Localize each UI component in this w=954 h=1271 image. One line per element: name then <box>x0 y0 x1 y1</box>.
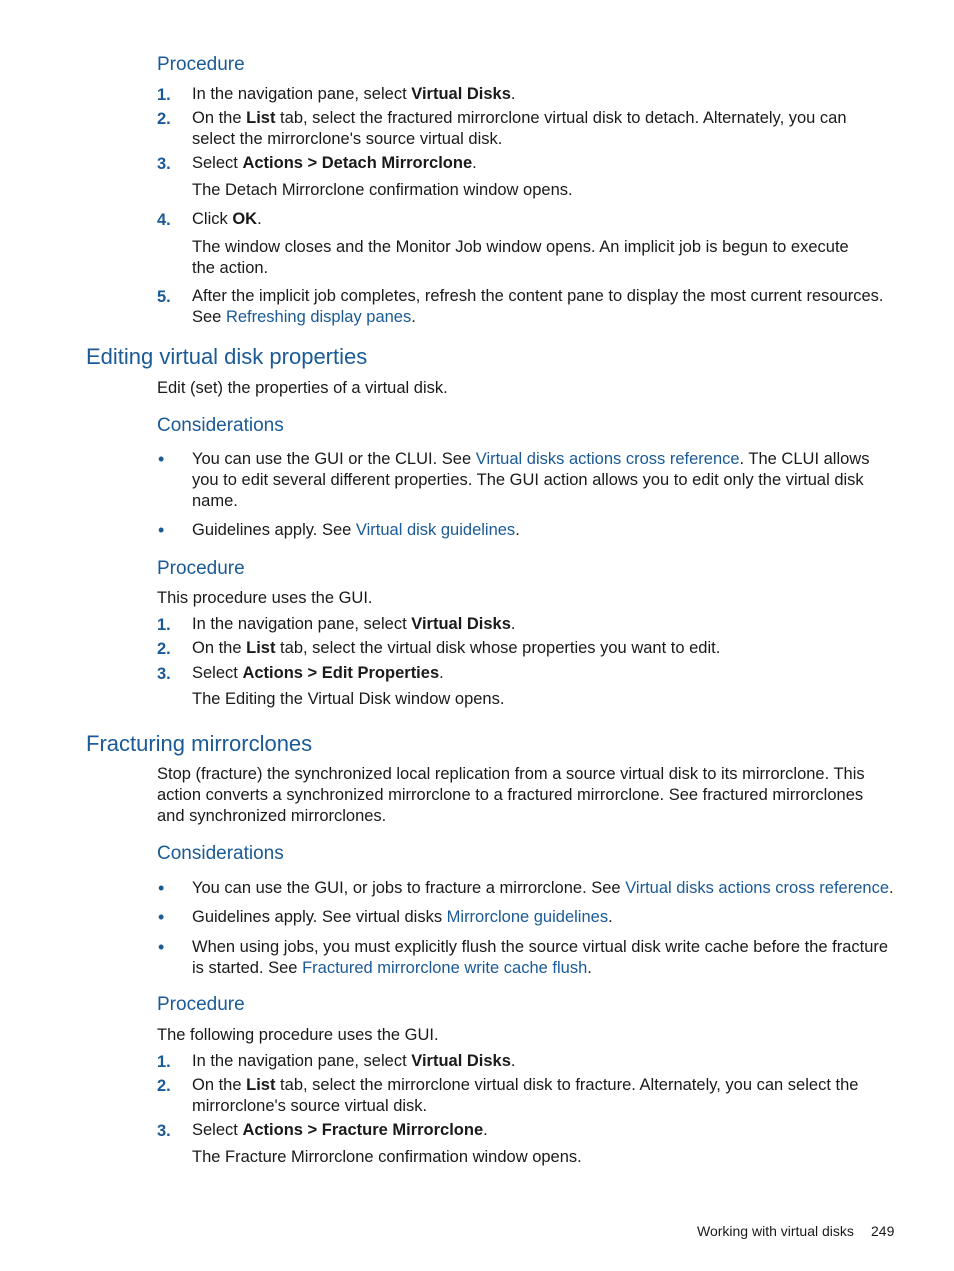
cross-reference-link[interactable]: Virtual disks actions cross reference <box>475 450 740 468</box>
section-intro: Edit (set) the properties of a virtual disk. <box>157 379 448 397</box>
step-number: 5. <box>157 288 171 306</box>
bullet-icon: • <box>158 878 165 898</box>
step-note: The Fracture Mirrorclone confirmation window opens. <box>192 1148 582 1166</box>
considerations-heading: Considerations <box>157 415 284 436</box>
bullet-text-continued: name. <box>192 492 238 510</box>
section-intro: Stop (fracture) the synchronized local replication from a source virtual disk to its mirrorclone. This <box>157 765 865 783</box>
procedure-heading: Procedure <box>157 994 245 1015</box>
procedure-heading: Procedure <box>157 54 245 75</box>
bullet-text-continued: is started. See Fractured mirrorclone write cache flush. <box>192 959 592 977</box>
step-text: On the List tab, select the fractured mirrorclone virtual disk to detach. Alternately, you can <box>192 109 847 127</box>
footer-section: Working with virtual disks <box>697 1223 854 1239</box>
page-number: 249 <box>871 1223 895 1239</box>
procedure-intro: The following procedure uses the GUI. <box>157 1026 439 1044</box>
bullet-icon: • <box>158 937 165 957</box>
bullet-icon: • <box>158 520 165 540</box>
step-note: The window closes and the Monitor Job window opens. An implicit job is begun to execute <box>192 238 849 256</box>
mirrorclone-guidelines-link[interactable]: Mirrorclone guidelines <box>446 908 609 926</box>
step-text: On the List tab, select the mirrorclone virtual disk to fracture. Alternately, you can select the <box>192 1076 859 1094</box>
step-note-continued: the action. <box>192 259 269 277</box>
step-text: Select Actions > Edit Properties. <box>192 664 444 682</box>
step-number: 1. <box>157 86 171 104</box>
step-text: In the navigation pane, select Virtual Disks. <box>192 85 516 103</box>
step-number: 4. <box>157 211 171 229</box>
section-intro-continued: action converts a synchronized mirrorclone to a fractured mirrorclone. See fractured mirrorclones <box>157 786 864 804</box>
step-text-continued: mirrorclone's source virtual disk. <box>192 1097 428 1115</box>
step-note: The Editing the Virtual Disk window opens. <box>192 690 505 708</box>
step-number: 1. <box>157 1053 171 1071</box>
section-title: Fracturing mirrorclones <box>86 731 313 756</box>
bullet-text: You can use the GUI, or jobs to fracture a mirrorclone. See Virtual disks actions cross reference. <box>192 879 894 897</box>
step-text: On the List tab, select the virtual disk whose properties you want to edit. <box>192 639 721 657</box>
step-text: Select Actions > Fracture Mirrorclone. <box>192 1121 488 1139</box>
bullet-text: You can use the GUI or the CLUI. See Virtual disks actions cross reference. The CLUI allows <box>192 450 870 468</box>
step-number: 3. <box>157 155 171 173</box>
procedure-intro: This procedure uses the GUI. <box>157 589 373 607</box>
section-title: Editing virtual disk properties <box>86 344 368 369</box>
step-text-continued: See Refreshing display panes. <box>192 308 416 326</box>
step-text: In the navigation pane, select Virtual Disks. <box>192 615 516 633</box>
virtual-disk-guidelines-link[interactable]: Virtual disk guidelines <box>355 521 516 539</box>
bullet-text: Guidelines apply. See Virtual disk guidelines. <box>192 521 520 539</box>
considerations-heading: Considerations <box>157 843 284 864</box>
step-number: 2. <box>157 110 171 128</box>
cross-reference-link[interactable]: Virtual disks actions cross reference <box>625 879 890 897</box>
step-text: Click OK. <box>192 210 262 228</box>
bullet-text-continued: you to edit several different properties. The GUI action allows you to edit only the virtual disk <box>192 471 864 489</box>
step-text: In the navigation pane, select Virtual Disks. <box>192 1052 516 1070</box>
bullet-text: Guidelines apply. See virtual disks Mirrorclone guidelines. <box>192 908 613 926</box>
step-note: The Detach Mirrorclone confirmation window opens. <box>192 181 573 199</box>
step-text: Select Actions > Detach Mirrorclone. <box>192 154 477 172</box>
step-number: 1. <box>157 616 171 634</box>
step-text-continued: select the mirrorclone's source virtual disk. <box>192 130 503 148</box>
procedure-heading: Procedure <box>157 558 245 579</box>
bullet-text: When using jobs, you must explicitly flush the source virtual disk write cache before the fracture <box>192 938 889 956</box>
bullet-icon: • <box>158 449 165 469</box>
step-number: 3. <box>157 1122 171 1140</box>
write-cache-flush-link[interactable]: Fractured mirrorclone write cache flush <box>302 959 588 977</box>
bullet-icon: • <box>158 907 165 927</box>
step-number: 3. <box>157 665 171 683</box>
step-number: 2. <box>157 640 171 658</box>
step-text: After the implicit job completes, refresh the content pane to display the most current resources. <box>192 287 884 305</box>
refreshing-display-panes-link[interactable]: Refreshing display panes <box>225 308 412 326</box>
step-number: 2. <box>157 1077 171 1095</box>
section-intro-continued: and synchronized mirrorclones. <box>157 807 387 825</box>
